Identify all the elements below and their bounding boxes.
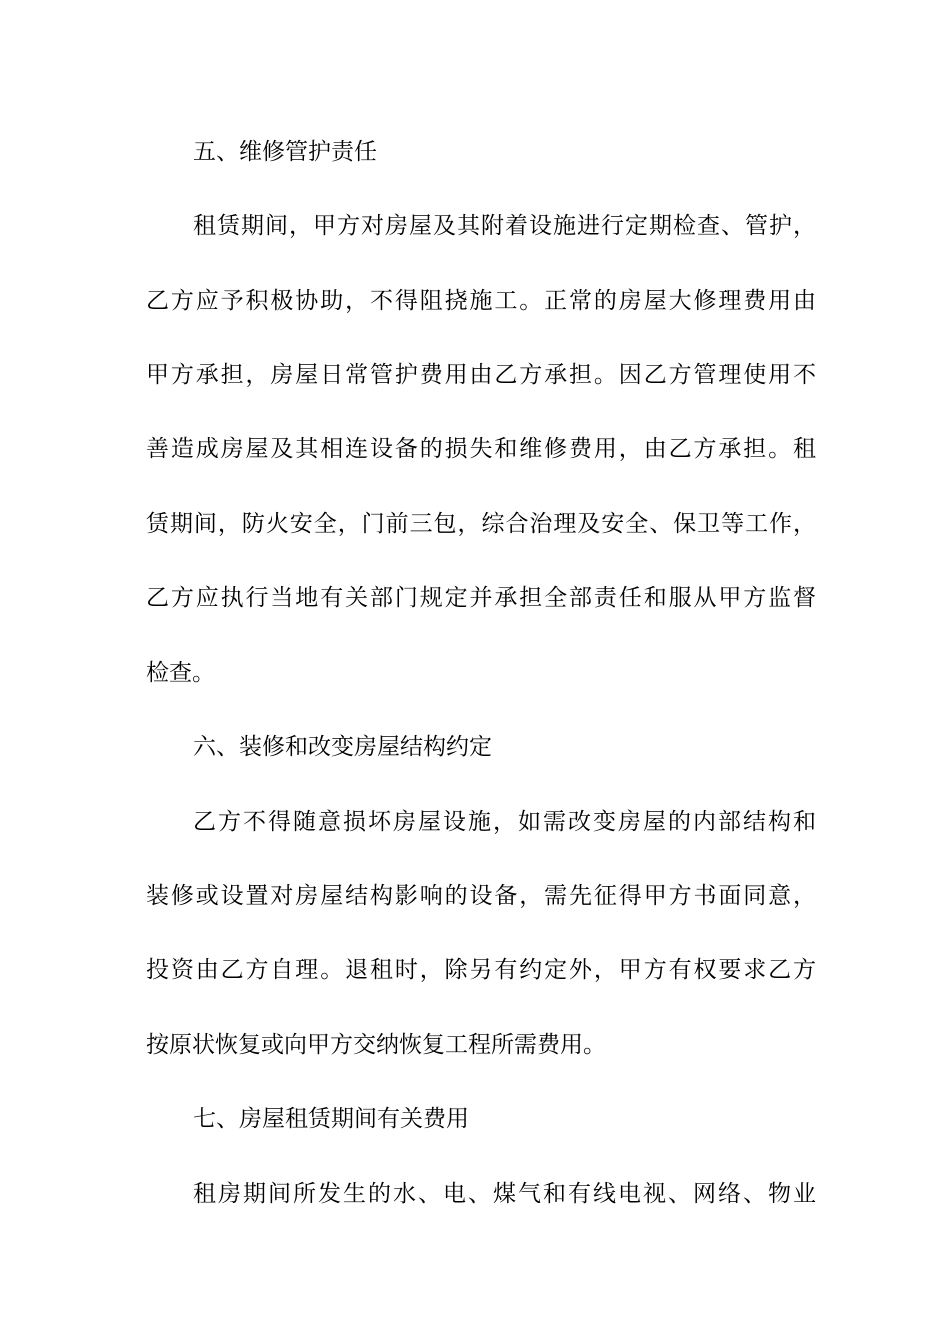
paragraph-line: 按原状恢复或向甲方交纳恢复工程所需费用。 — [146, 1032, 606, 1058]
paragraph-line: 乙方不得随意损坏房屋设施，如需改变房屋的内部结构和 — [193, 809, 816, 835]
section-heading-6: 六、装修和改变房屋结构约定 — [193, 734, 492, 760]
paragraph-line: 租房期间所发生的水、电、煤气和有线电视、网络、物业 — [193, 1181, 816, 1207]
section-heading-7: 七、房屋租赁期间有关费用 — [193, 1106, 469, 1132]
paragraph-line: 检查。 — [146, 660, 215, 686]
section-heading-5: 五、维修管护责任 — [193, 139, 377, 165]
paragraph-line: 乙方应予积极协助，不得阻挠施工。正常的房屋大修理费用由 — [146, 288, 816, 314]
paragraph-line: 租赁期间，甲方对房屋及其附着设施进行定期检查、管护， — [193, 213, 816, 239]
paragraph-line: 投资由乙方自理。退租时，除另有约定外，甲方有权要求乙方 — [146, 957, 816, 983]
paragraph-line: 乙方应执行当地有关部门规定并承担全部责任和服从甲方监督 — [146, 585, 816, 611]
paragraph-line: 赁期间，防火安全，门前三包，综合治理及安全、保卫等工作， — [146, 511, 816, 537]
paragraph-line: 甲方承担，房屋日常管护费用由乙方承担。因乙方管理使用不 — [146, 362, 816, 388]
paragraph-line: 装修或设置对房屋结构影响的设备，需先征得甲方书面同意， — [146, 883, 816, 909]
paragraph-line: 善造成房屋及其相连设备的损失和维修费用，由乙方承担。租 — [146, 436, 816, 462]
